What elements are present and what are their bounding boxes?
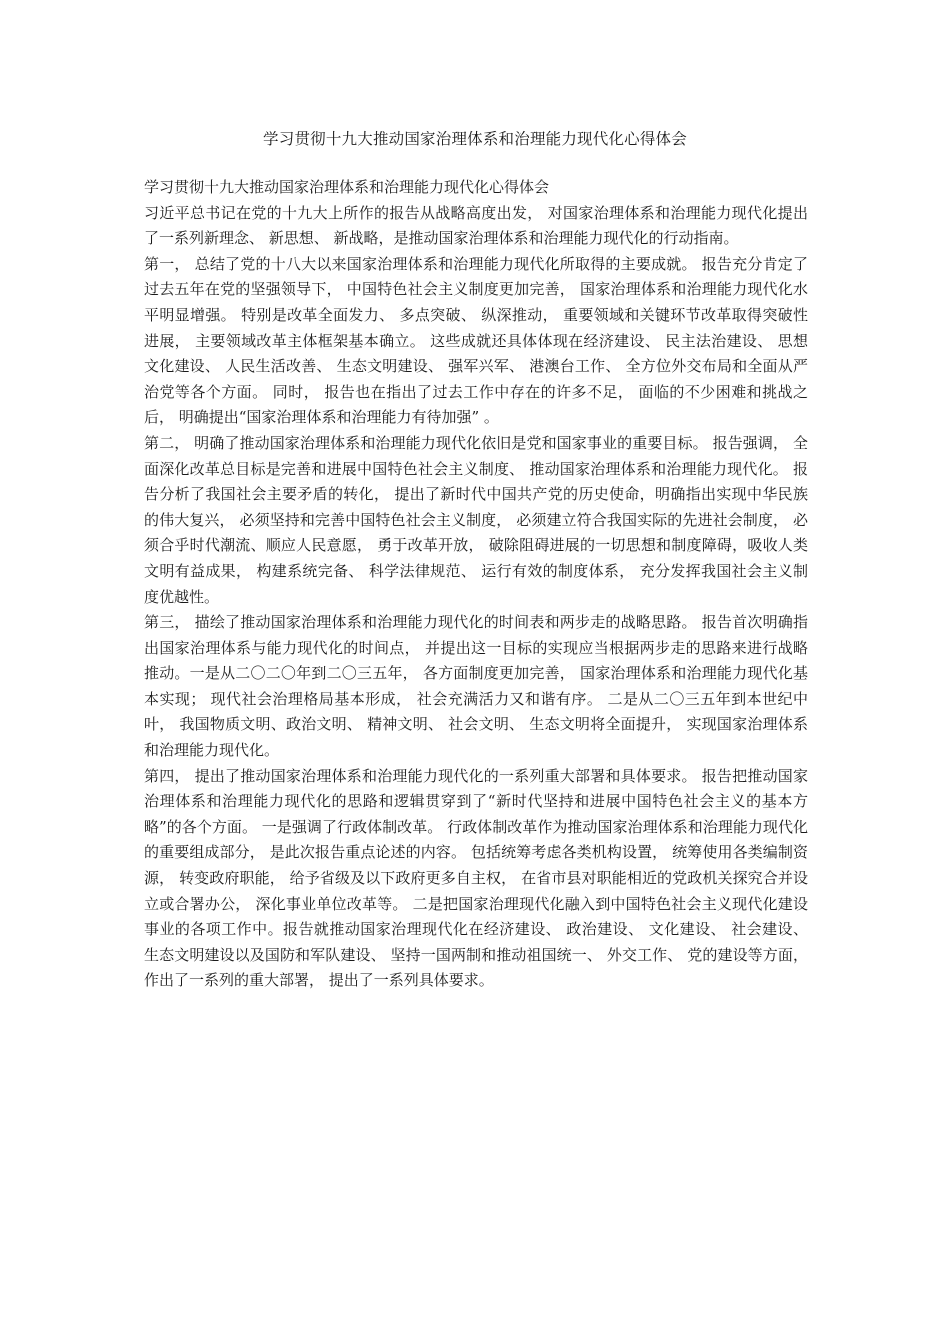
document-title: 学习贯彻十九大推动国家治理体系和治理能力现代化心得体会: [263, 130, 687, 148]
paragraph-fourth: 第四， 提出了推动国家治理体系和治理能力现代化的一系列重大部署和具体要求。 报告把推动国家治理体系和治理能力现代化的思路和逻辑贯穿到了“新时代坚持和进展中国特色社会主义的基本方略”的各个方面。 一是强调了行政体制改革。 行政体制改革作为推动国家治理体系和治理能力现代化的重要组成部分， 是此次报告重点论述的内容。 包括统筹考虑各类机构设置， 统筹使用各类编制资源， 转变政府职能， 给予省级及以下政府更多自主权， 在省市县对职能相近的党政机关探究合并设立或合署办公， 深化事业单位改革等。 二是把国家治理现代化融入到中国特色社会主义现代化建设事业的各项工作中。报告就推动国家治理现代化在经济建设、 政治建设、 文化建设、 社会建设、 生态文明建设以及国防和军队建设、 坚持一国两制和推动祖国统一、 外交工作、 党的建设等方面， 作出了一系列的重大部署， 提出了一系列具体要求。: [144, 766, 808, 990]
paragraph-second: 第二， 明确了推动国家治理体系和治理能力现代化依旧是党和国家事业的重要目标。 报告强调， 全面深化改革总目标是完善和进展中国特色社会主义制度、 推动国家治理体系和治理能力现代化。 报告分析了我国社会主要矛盾的转化， 提出了新时代中国共产党的历史使命，明确指出实现中华民族的伟大复兴， 必须坚持和完善中国特色社会主义制度， 必须建立符合我国实际的先进社会制度， 必须合乎时代潮流、顺应人民意愿， 勇于改革开放， 破除阻碍进展的一切思想和制度障碍，吸收人类文明有益成果， 构建系统完备、 科学法律规范、 运行有效的制度体系， 充分发挥我国社会主义制度优越性。: [144, 433, 808, 606]
paragraph-intro: 习近平总书记在党的十九大上所作的报告从战略高度出发， 对国家治理体系和治理能力现代化提出了一系列新理念、 新思想、 新战略，是推动国家治理体系和治理能力现代化的行动指南。: [144, 203, 808, 248]
paragraph-first: 第一， 总结了党的十八大以来国家治理体系和治理能力现代化所取得的主要成就。 报告充分肯定了过去五年在党的坚强领导下， 中国特色社会主义制度更加完善， 国家治理体系和治理能力现代化水平明显增强。 特别是改革全面发力、 多点突破、 纵深推动， 重要领域和关键环节改革取得突破性进展， 主要领域改革主体框架基本确立。 这些成就还具体体现在经济建设、 民主法治建设、 思想文化建设、 人民生活改善、 生态文明建设、 强军兴军、 港澳台工作、 全方位外交布局和全面从严治党等各个方面。 同时， 报告也在指出了过去工作中存在的许多不足， 面临的不少困难和挑战之后， 明确提出“国家治理体系和治理能力有待加强” 。: [144, 254, 808, 427]
document-body: [144, 175, 808, 994]
paragraph-third: 第三， 描绘了推动国家治理体系和治理能力现代化的时间表和两步走的战略思路。 报告首次明确指出国家治理体系与能力现代化的时间点， 并提出这一目标的实现应当根据两步走的思路来进行战略推动。一是从二〇二〇年到二〇三五年， 各方面制度更加完善， 国家治理体系和治理能力现代化基本实现； 现代社会治理格局基本形成， 社会充满活力又和谐有序。 二是从二〇三五年到本世纪中叶， 我国物质文明、政治文明、 精神文明、 社会文明、 生态文明将全面提升， 实现国家治理体系和治理能力现代化。: [144, 613, 808, 760]
document-subtitle: 学习贯彻十九大推动国家治理体系和治理能力现代化心得体会: [144, 178, 550, 196]
